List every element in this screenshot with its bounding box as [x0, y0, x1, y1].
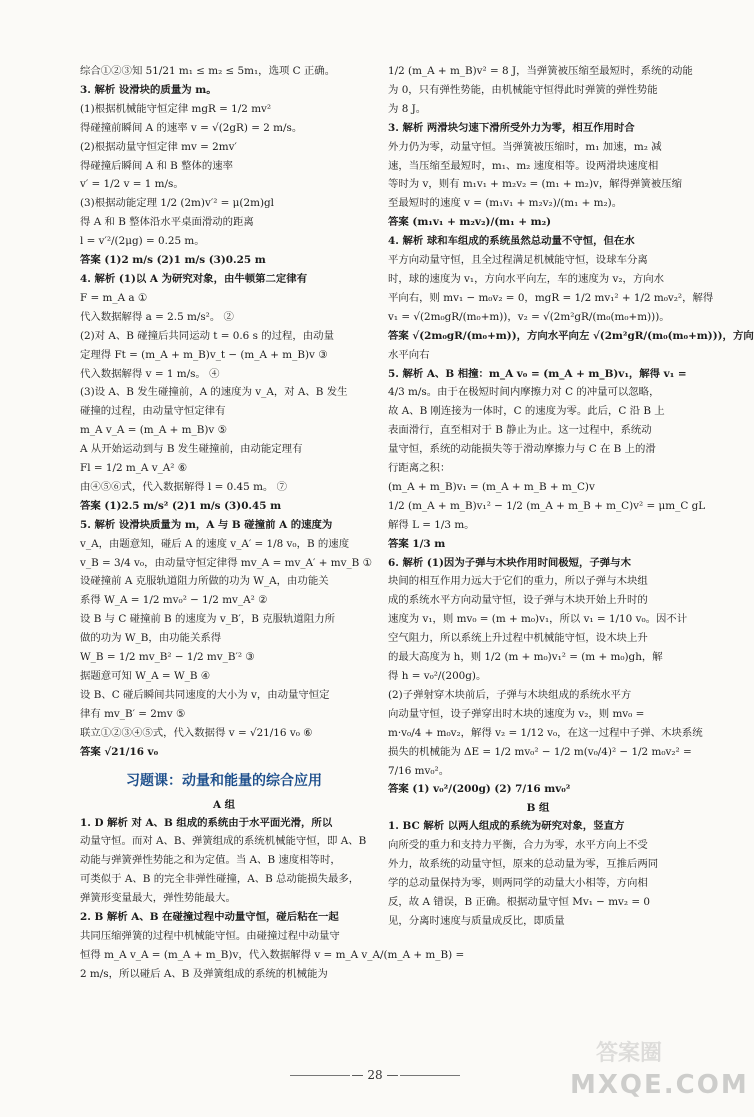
text-line: v′ = 1/2 v = 1 m/s。: [80, 178, 184, 191]
text-line: W_B = 1/2 mv_B² − 1/2 mv_B′² ③: [80, 651, 255, 664]
text-line: 得碰撞前瞬间 A 的速率 v = √(2gR) = 2 m/s。: [80, 121, 303, 134]
text-line: 3. 解析 设滑块的质量为 m。: [80, 83, 217, 96]
text-line: 见，分离时速度与质量成反比，即质量: [388, 914, 565, 927]
text-line: m·v₀/4 + m₀v₂，解得 v₂ = 1/12 v₀，在这一过程中子弹、木块系统: [388, 726, 703, 739]
section-title: 习题课：动量和能量的综合应用: [126, 772, 322, 789]
text-line: 表面滑行，直至相对于 B 静止为止。这一过程中，系统动: [388, 424, 652, 437]
text-line: 7/16 mv₀²。: [388, 764, 450, 777]
text-line: 答案 (1)2.5 m/s² (2)1 m/s (3)0.45 m: [80, 499, 282, 512]
text-line: 答案 √21/16 v₀: [80, 745, 159, 758]
text-line: 4/3 m/s。由于在极短时间内摩擦力对 C 的冲量可以忽略，: [388, 386, 660, 399]
text-line: (3)根据动能定理 1/2 (2m)v′² = μ(2m)gl: [80, 197, 274, 210]
text-line: 速，当压缩至最短时，m₁、m₂ 速度相等。设两滑块速度相: [388, 159, 659, 172]
text-line: 故 A、B 刚连接为一体时，C 的速度为零。此后，C 沿 B 上: [388, 405, 665, 418]
text-line: 水平向右: [388, 348, 430, 361]
text-line: 综合①②③知 51/21 m₁ ≤ m₂ ≤ 5m₁，选项 C 正确。: [80, 65, 336, 77]
text-line: 外力仍为零，动量守恒。当弹簧被压缩时，m₁ 加速，m₂ 减: [388, 140, 662, 153]
right-column: [388, 62, 754, 931]
text-line: 得 A 和 B 整体沿水平桌面滑动的距离: [80, 216, 254, 229]
text-line: 至最短时的速度 v = (m₁v₁ + m₂v₂)/(m₁ + m₂)。: [388, 197, 623, 210]
text-line: (3)设 A、B 发生碰撞前，A 的速度为 v_A，对 A、B 发生: [80, 386, 348, 399]
text-line: 时，球的速度为 v₁，方向水平向左，车的速度为 v₂，方向水: [388, 272, 665, 285]
text-line: 恒得 m_A v_A = (m_A + m_B)v，代入数据解得 v = m_A v_A/(m_A + m_B) =: [80, 948, 465, 961]
text-line: 解得 L = 1/3 m。: [388, 518, 475, 531]
text-line: 速度为 v₁，则 mv₀ = (m + m₀)v₁，所以 v₁ = 1/10 v₀。因不计: [388, 613, 688, 626]
text-line: 2. B 解析 A、B 在碰撞过程中动量守恒，碰后粘在一起: [80, 911, 339, 924]
page-number: — 28 —: [351, 1068, 399, 1082]
text-line: 律有 mv_B′ = 2mv ⑤: [80, 707, 186, 720]
group-b-heading: B 组: [526, 802, 550, 815]
text-line: 定理得 Ft = (m_A + m_B)v_t − (m_A + m_B)v ③: [80, 348, 328, 361]
text-line: 答案 (1) v₀²/(200g) (2) 7/16 mv₀²: [388, 783, 571, 796]
text-line: (2)子弹射穿木块前后，子弹与木块组成的系统水平方: [388, 688, 632, 701]
text-line: A 从开始运动到与 B 发生碰撞前，由动能定理有: [80, 443, 303, 456]
text-line: 系得 W_A = 1/2 mv₀² − 1/2 mv_A² ②: [80, 594, 268, 607]
text-line: 1. BC 解析 以两人组成的系统为研究对象，竖直方: [388, 820, 625, 833]
text-line: 块间的相互作用力远大于它们的重力，所以子弹与木块组: [388, 575, 648, 588]
text-line: 学的总动量保持为零，则两同学的动量大小相等，方向相: [388, 877, 648, 890]
text-line: 碰撞的过程，由动量守恒定律有: [80, 405, 226, 418]
text-line: 设 B、C 碰后瞬间共同速度的大小为 v，由动量守恒定: [80, 688, 330, 701]
text-line: (m_A + m_B)v₁ = (m_A + m_B + m_C)v: [388, 480, 595, 493]
text-line: 由④⑤⑥式，代入数据解得 l = 0.45 m。 ⑦: [80, 480, 287, 493]
text-line: v_A，由题意知，碰后 A 的速度 v_A′ = 1/8 v₀，B 的速度: [80, 537, 350, 550]
group-a-heading: A 组: [212, 798, 236, 811]
text-line: 的最大高度为 h，则 1/2 (m + m₀)v₁² = (m + m₀)gh，解: [388, 651, 663, 664]
watermark: MXQE.COM: [570, 1070, 749, 1100]
text-line: (2)根据动量守恒定律 mv = 2mv′: [80, 140, 237, 153]
text-line: 设 B 与 C 碰撞前 B 的速度为 v_B′，B 克服轨道阻力所: [80, 613, 335, 626]
watermark-top: 答案圈: [596, 1041, 663, 1066]
text-line: Fl = 1/2 m_A v_A² ⑥: [80, 462, 188, 475]
text-line: 据题意可知 W_A = W_B ④: [80, 670, 211, 682]
text-line: v₁ = √(2m₀gR/(m₀+m))，v₂ = √(2m²gR/(m₀(m₀+m)))。: [388, 310, 670, 323]
text-line: 行距离之积：: [388, 462, 451, 475]
text-line: 5. 解析 设滑块质量为 m，A 与 B 碰撞前 A 的速度为: [80, 518, 333, 531]
text-line: 答案 √(2m₀gR/(m₀+m))，方向水平向左 √(2m²gR/(m₀(m₀+m)))，方向: [388, 329, 754, 342]
text-line: 1. D 解析 对 A、B 组成的系统由于水平面光滑，所以: [80, 816, 333, 829]
text-line: 得 h = v₀²/(200g)。: [388, 670, 487, 682]
text-line: 损失的机械能为 ΔE = 1/2 mv₀² − 1/2 m(v₀/4)² − 1/2 m₀v₂² =: [388, 745, 692, 758]
text-line: 答案 (m₁v₁ + m₂v₂)/(m₁ + m₂): [388, 216, 552, 229]
text-line: 向动量守恒，设子弹穿出时木块的速度为 v₂，则 mv₀ =: [388, 707, 645, 720]
text-line: 量守恒，系统的动能损失等于滑动摩擦力与 C 在 B 上的滑: [388, 443, 656, 456]
text-line: 弹簧形变量最大，弹性势能最大。: [80, 892, 236, 905]
text-line: 得碰撞后瞬间 A 和 B 整体的速率: [80, 159, 234, 172]
text-line: 共同压缩弹簧的过程中机械能守恒。由碰撞过程中动量守: [80, 929, 340, 942]
text-line: 4. 解析 球和车组成的系统虽然总动量不守恒，但在水: [388, 235, 635, 248]
text-line: 4. 解析 (1)以 A 为研究对象，由牛顿第二定律有: [80, 272, 308, 285]
text-line: 空气阻力，所以系统上升过程中机械能守恒，设木块上升: [388, 632, 648, 645]
text-line: F = m_A a ①: [80, 291, 148, 304]
text-line: v_B = 3/4 v₀，由动量守恒定律得 mv_A = mv_A′ + mv_B ①: [80, 556, 372, 569]
text-line: 联立①②③④⑤式，代入数据得 v = √21/16 v₀ ⑥: [80, 726, 313, 739]
text-line: 成的系统水平方向动量守恒，设子弹与木块开始上升时的: [388, 594, 648, 607]
text-line: 5. 解析 A、B 相撞：m_A v₀ = (m_A + m_B)v₁，解得 v₁ =: [388, 367, 687, 380]
text-line: m_A v_A = (m_A + m_B)v ⑤: [80, 424, 227, 437]
text-line: 外力，故系统的动量守恒，原来的总动量为零，互推后两同: [388, 858, 659, 871]
text-line: 1/2 (m_A + m_B)v₁² − 1/2 (m_A + m_B + m_C)v² = μm_C gL: [388, 499, 706, 512]
text-line: 等时为 v，则有 m₁v₁ + m₂v₂ = (m₁ + m₂)v，解得弹簧被压缩: [388, 178, 683, 191]
text-line: 为 0，只有弹性势能，由机械能守恒得此时弹簧的弹性势能: [388, 83, 658, 96]
text-line: l = v′²/(2μg) = 0.25 m。: [80, 235, 205, 248]
text-line: 向所受的重力和支持力平衡，合力为零，水平方向上不受: [388, 839, 648, 852]
text-line: 动能与弹簧弹性势能之和为定值。当 A、B 速度相等时，: [80, 854, 341, 867]
text-line: 动量守恒。而对 A、B、弹簧组成的系统机械能守恒，即 A、B: [80, 835, 367, 848]
text-line: (2)对 A、B 碰撞后共同运动 t = 0.6 s 的过程，由动量: [80, 329, 334, 342]
text-line: 1/2 (m_A + m_B)v² = 8 J，当弹簧被压缩至最短时，系统的动能: [388, 65, 693, 77]
text-line: 答案 1/3 m: [388, 537, 446, 550]
text-line: (1)根据机械能守恒定律 mgR = 1/2 mv²: [80, 102, 272, 115]
text-line: 答案 (1)2 m/s (2)1 m/s (3)0.25 m: [80, 254, 266, 267]
text-line: 为 8 J。: [388, 102, 427, 115]
text-line: 平向右，则 mv₁ − m₀v₂ = 0，mgR = 1/2 mv₁² + 1/2 m₀v₂²，解得: [388, 291, 714, 304]
text-line: 代入数据解得 a = 2.5 m/s²。 ②: [80, 310, 234, 323]
text-line: 可类似于 A、B 的完全非弹性碰撞，A、B 总动能损失最多，: [80, 873, 360, 886]
text-line: 做的功为 W_B，由功能关系得: [80, 632, 222, 645]
text-line: 设碰撞前 A 克服轨道阻力所做的功为 W_A，由功能关: [80, 575, 329, 588]
text-line: 6. 解析 (1)因为子弹与木块作用时间极短，子弹与木: [388, 556, 631, 569]
text-line: 2 m/s，所以碰后 A、B 及弹簧组成的系统的机械能为: [80, 967, 328, 980]
text-line: 平方向动量守恒，且全过程满足机械能守恒，设球车分离: [388, 254, 648, 267]
text-line: 反，故 A 错误，B 正确。根据动量守恒 Mv₁ − mv₂ = 0: [388, 895, 651, 908]
text-line: 3. 解析 两滑块匀速下滑所受外力为零，相互作用时合: [388, 121, 635, 134]
text-line: 代入数据解得 v = 1 m/s。 ④: [80, 367, 220, 380]
